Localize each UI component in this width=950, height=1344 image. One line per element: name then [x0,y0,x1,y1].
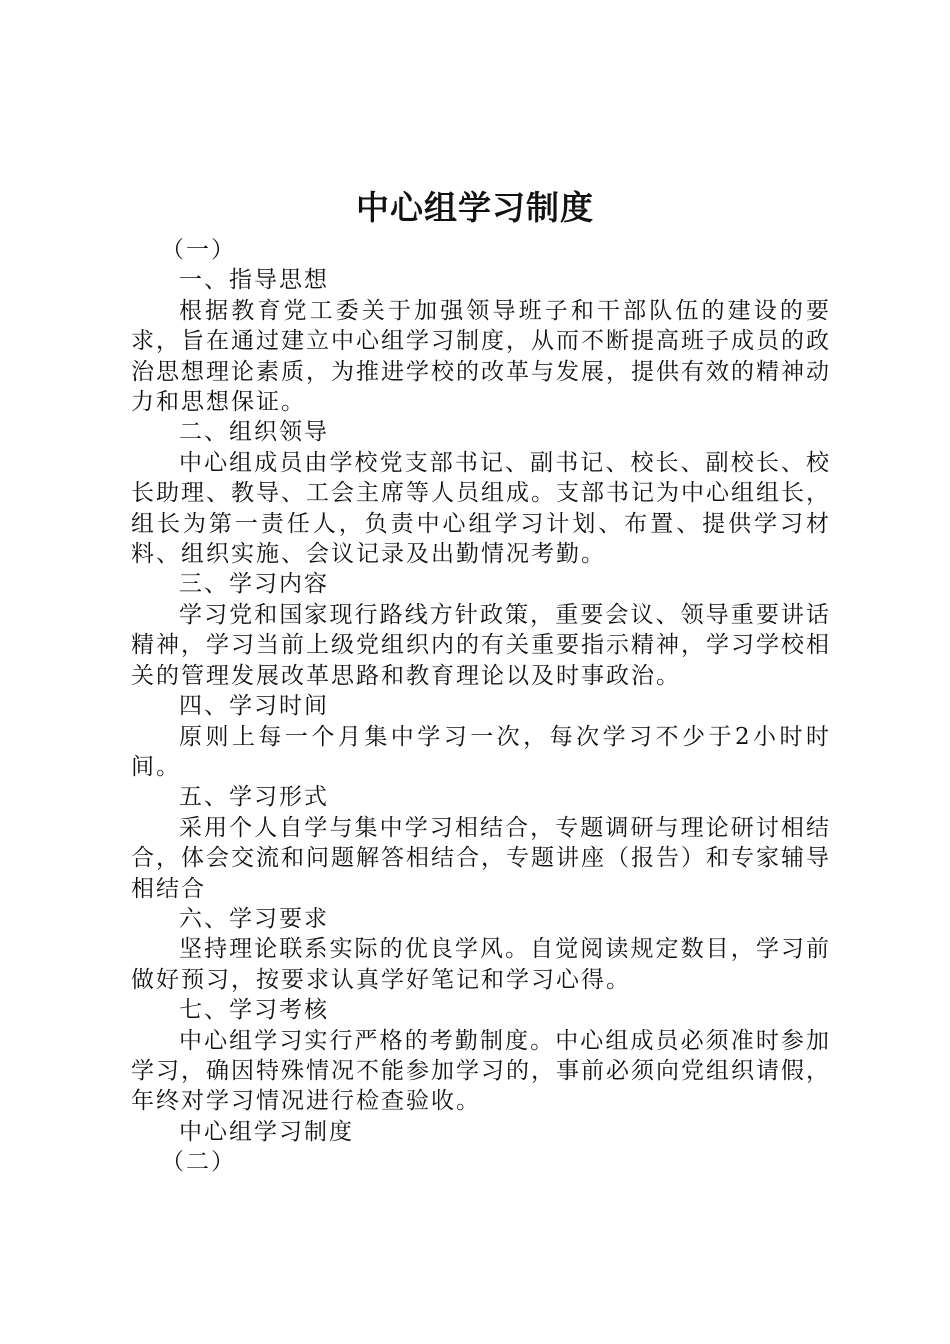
section-marker-1: （一） [161,237,236,263]
paragraph-form: 采用个人自学与集中学习相结合，专题调研与理论研讨相结合，体会交流和问题解答相结合，专题讲座（报告）和专家辅导相结合 [131,814,831,902]
heading-guiding-thought: 一、指导思想 [179,267,329,294]
section-marker-2: （二） [161,1149,236,1176]
document-body [131,235,831,1178]
heading-requirements: 六、学习要求 [179,905,329,932]
paragraph-requirements: 坚持理论联系实际的优良学风。自觉阅读规定数目，学习前做好预习，按要求认真学好笔记和学习心得。 [131,936,831,993]
paragraph-assessment: 中心组学习实行严格的考勤制度。中心组成员必须准时参加学习，确因特殊情况不能参加学习的，事前必须向党组织请假，年终对学习情况进行检查验收。 [131,1027,831,1115]
paragraph-organization: 中心组成员由学校党支部书记、副书记、校长、副校长、校长助理、教导、工会主席等人员组成。支部书记为中心组组长，组长为第一责任人，负责中心组学习计划、布置、提供学习材料、组织实施、会议记录及出勤情况考勤。 [131,449,831,568]
heading-time: 四、学习时间 [179,693,329,720]
heading-content: 三、学习内容 [179,571,329,598]
heading-organization: 二、组织领导 [179,419,329,446]
paragraph-guiding-thought: 根据教育党工委关于加强领导班子和干部队伍的建设的要求，旨在通过建立中心组学习制度，从而不断提高班子成员的政治思想理论素质，为推进学校的改革与发展，提供有效的精神动力和思想保证。 [131,297,831,416]
heading-form: 五、学习形式 [179,784,329,811]
document-title: 中心组学习制度 [356,188,594,227]
paragraph-content: 学习党和国家现行路线方针政策，重要会议、领导重要讲话精神，学习当前上级党组织内的有关重要指示精神，学习学校相关的管理发展改革思路和教育理论以及时事政治。 [131,601,831,689]
subtitle-repeat: 中心组学习制度 [179,1118,354,1145]
heading-assessment: 七、学习考核 [179,997,329,1024]
paragraph-time: 原则上每一个月集中学习一次，每次学习不少于2小时时间。 [131,723,831,780]
